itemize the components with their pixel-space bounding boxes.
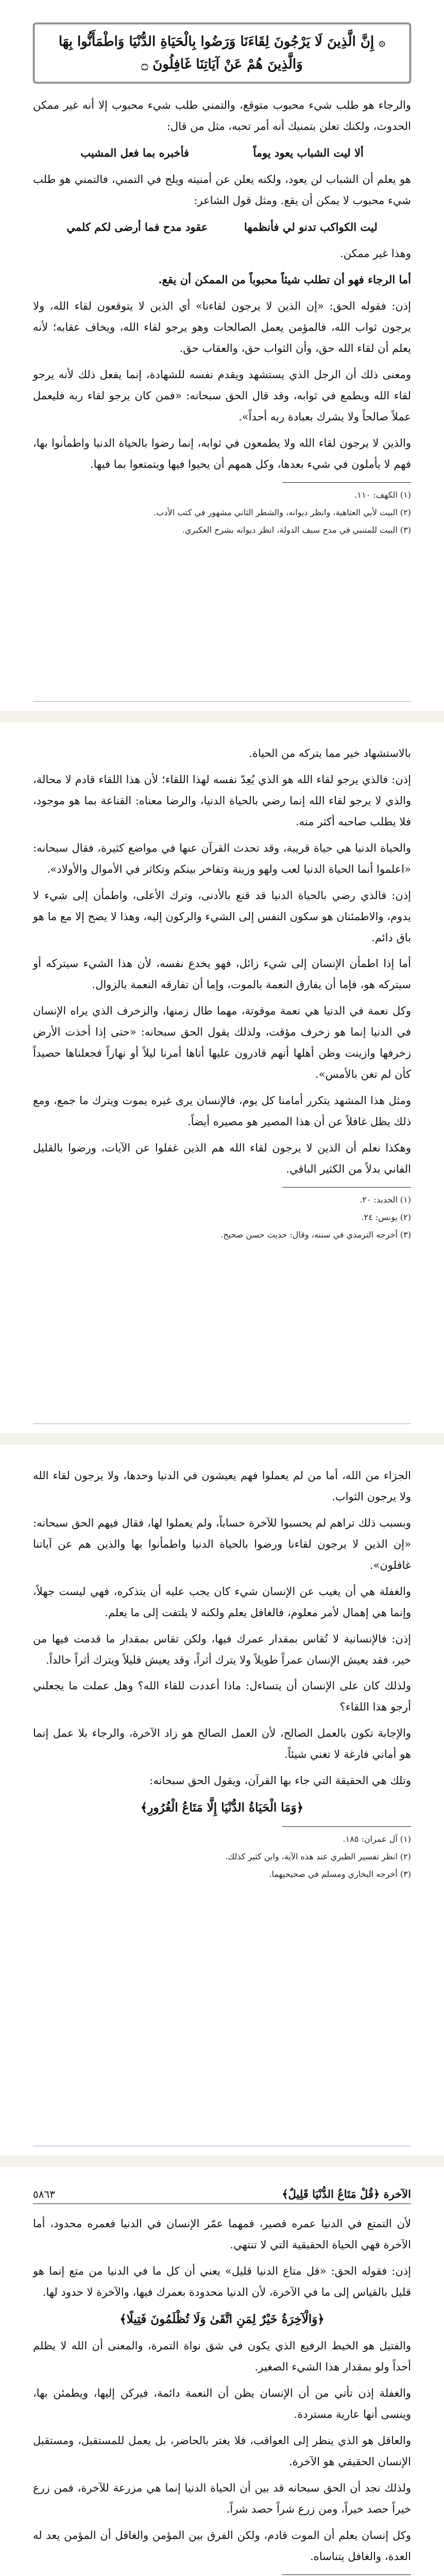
paragraph: بالاستشهاد خير مما يتركه من الحياة. — [249, 747, 411, 759]
footnote: (١) آل عمران: ١٨٥. — [343, 1834, 411, 1844]
page-3 — [0, 1445, 444, 2156]
footnote: (١) الحديد: ٢٠. — [360, 1194, 411, 1205]
paragraph: والرجاء هو طلب شيء محبوب متوقع، والتمني طلب شيء محبوب إلا أنه غير ممكن الحدوث، ولكنك تعلن بتمنيك أنه أمر تحبه، مثل من قال: — [33, 99, 411, 133]
page-header-title: الآخرة ﴿قُلْ مَتَاعُ الدُّنْيَا قَلِيلٌ﴾ — [282, 2188, 411, 2200]
paragraph: والغفلة هي أن يغيب عن الإنسان شيء كان يجب عليه أن يتذكره، فهي ليست جهلاً، وإنما هي إهمال لأمر معلوم، فالغافل يعلم ولكنه لا يلتفت إلى ما يعلم. — [33, 1585, 411, 1619]
paragraph: إذن: فالذي رضي بالحياة الدنيا قد قنع بالأدنى، وترك الأعلى، واطمأن إلى شيء لا يدوم، والاطمئنان هو سكون النفس إلى الشيء والركون إليه، وهذا لا يصح إلا مع ما هو باق دائم. — [33, 889, 411, 944]
paragraph: وهكذا نعلم أن الذين لا يرجون لقاء الله هم الذين غفلوا عن الآيات، ورضوا بالقليل الفاني بدلاً من الكثير الباقي. — [33, 1141, 411, 1175]
paragraph: والحياة الدنيا هي حياة قريبة، وقد تحدث القرآن عنها في مواضع كثيرة، فقال سبحانه: «اعلموا أنما الحياة الدنيا لعب ولهو وزينة وتفاخر بينكم وتكاثر في الأموال والأولاد». — [33, 841, 411, 875]
page-bottom-rule — [33, 701, 411, 702]
quran-verse: ﴿وَالْآخِرَةُ خَيْرٌ لِمَنِ اتَّقَىٰ وَلَا تُظْلَمُونَ فَتِيلًا﴾ — [119, 2312, 325, 2326]
quran-verse: ﴿وَمَا الْحَيَاةُ الدُّنْيَا إِلَّا مَتَاعُ الْغُرُورِ﴾ — [140, 1801, 304, 1815]
poem-hemistich: عقود مدح فما أرضى لكم كلمي — [66, 221, 208, 234]
footnote: (٢) يونس: ٢٤. — [361, 1212, 411, 1222]
paragraph: ومعنى ذلك أن الرجل الذي يستشهد ويقدم نفسه للشهادة، إنما يفعل ذلك لأنه يرجو لقاء الله ويطمع في ثوابه، وقد قال الحق سبحانه: «فمن كان يرجو لقاء ربه فليعمل عملاً صالحاً ولا يشرك بعبادة ربه أحداً». — [33, 368, 411, 423]
page-number: ٥٨٦٣ — [33, 2188, 55, 2200]
paragraph: وكل نعمة في الدنيا هي نعمة موقوتة، مهما طال زمنها، والزخرف الذي يراه الإنسان في الدنيا إنما هو زخرف مؤقت، ولذلك يقول الحق سبحانه: «حتى إذا أخذت الأرض زخرفها وازينت وظن أهلها أنهم قادرون عليها أتاها أمرنا ليلاً أو نهاراً فجعلناها حصيداً كأن لم تغن بالأمس». — [33, 1005, 411, 1081]
footnote: (٣) البيت للمتنبي في مدح سيف الدولة، انظر ديوانه بشرح العكبري. — [182, 524, 411, 535]
poem-hemistich: فأخبره بما فعل المشيب — [80, 146, 190, 160]
footnote: (٣) أخرجه البخاري ومسلم في صحيحيهما. — [269, 1869, 411, 1879]
footnote-separator — [282, 2574, 411, 2575]
paragraph: إذن: فالذي يرجو لقاء الله هو الذي يُعِدّ نفسه لهذا اللقاء؛ لأن هذا اللقاء قادم لا محالة، والذي لا يرجو لقاء الله إنما رضي بالحياة الدنيا، والرضا معناه: القناعة بما هو موجود، فلا يطلب صاحبه أكثر منه. — [33, 773, 411, 828]
paragraph: ومثل هذا المشهد يتكرر أمامنا كل يوم، فالإنسان يرى غيره يموت ويترك ما جمع، ومع ذلك يظل غافلاً عن أن هذا المصير هو مصيره أيضاً. — [33, 1094, 411, 1128]
footnote-separator — [282, 482, 411, 483]
paragraph: الجزاء من الله، أما من لم يعملوا فهم يعيشون في الدنيا وحدها، ولا يرجون لقاء الله ولا يرجون الثواب. — [33, 1469, 411, 1503]
poem-verse — [48, 142, 396, 164]
paragraph: ولذلك نجد أن الحق سبحانه قد بين أن الحياة الدنيا إنما هي مزرعة للآخرة، فمن زرع خيراً حصد خيراً، ومن زرع شراً حصد شراً. — [33, 2482, 411, 2515]
poem-verse — [48, 216, 396, 238]
footnote: (٢) انظر تفسير الطبري عند هذه الآية، وابن كثير كذلك. — [225, 1851, 411, 1861]
paragraph: لأن التمتع في الدنيا عمره قصير، فمهما عمّر الإنسان في الدنيا فعمره محدود، أما الآخرة فهي الحياة الحقيقية التي لا تنتهي. — [33, 2217, 411, 2251]
paragraph: وكل إنسان يعلم أن الموت قادم، ولكن الفرق بين المؤمن والغافل أن المؤمن يعد له العدة، والغافل يتناساه. — [33, 2529, 411, 2563]
paragraph: إذن: فقوله الحق: «قل متاع الدنيا قليل» يعني أن كل ما في الدنيا من متع إنما هو قليل بالقياس إلى ما في الآخرة، لأن الدنيا محدودة بعمرك فيها، والآخرة لا حدود لها. — [33, 2264, 411, 2298]
paragraph: وهذا غير ممكن. — [340, 247, 411, 260]
paragraph: إذن: فقوله الحق: «إن الذين لا يرجون لقاءنا» أي الذين لا يتوقعون لقاء الله، ولا يرجون ثواب الله، فالمؤمن يعمل الصالحات وهو يرجو لقاء الله، ويخاف عقابه؛ لأنه يعلم أن لقاء الله حق، وأن الثواب حق، والعقاب حق. — [33, 300, 411, 354]
page-1 — [0, 0, 444, 711]
page-4 — [0, 2167, 444, 2576]
paragraph: والإجابة تكون بالعمل الصالح، لأن العمل الصالح هو زاد الآخرة، والرجاء بلا عمل إنما هو أماني فارغة لا تغني شيئاً. — [33, 1727, 411, 1761]
footnote-separator — [282, 1187, 411, 1188]
page-header — [33, 2188, 411, 2204]
footnote: (٣) أخرجه الترمذي في سننه، وقال: حديث حسن صحيح. — [220, 1229, 411, 1240]
paragraph: وبسبب ذلك تراهم لم يحسبوا للآخرة حساباً، ولم يعملوا لها، فقال فيهم الحق سبحانه: «إن الذين لا يرجون لقاءنا ورضوا بالحياة الدنيا واطمأنوا بها والذين هم عن آياتنا غافلون». — [33, 1516, 411, 1571]
page-bottom-rule — [33, 1423, 411, 1424]
paragraph: أما الرجاء فهو أن تطلب شيئاً محبوباً من الممكن أن يقع. — [158, 273, 411, 286]
paragraph: هو يعلم أن الشباب لن يعود، ولكنه يعلن عن أمنيته ويلح في التمني، فالتمني هو طلب شيء محبوب لا يمكن أن يقع. ومثل قول الشاعر: — [33, 173, 411, 207]
page-2 — [0, 722, 444, 1433]
paragraph: إذن: فالإنسانية لا تُقاس بمقدار عمرك فيها، ولكن تقاس بمقدار ما قدمت فيها من خير، فقد يعيش الإنسان عمراً طويلاً ولا يترك أثراً، وقد يعيش قليلاً ويترك أثراً خالداً. — [33, 1632, 411, 1666]
paragraph: والذين لا يرجون لقاء الله ولا يطمعون في ثوابه، إنما رضوا بالحياة الدنيا واطمأنوا بها، فهم لا يأملون في شيء بعدها، وكل همهم أن يحيوا فيها ويتمتعوا بما فيها. — [33, 436, 411, 470]
poem-hemistich: ألا ليت الشباب يعود يوماً — [253, 146, 364, 160]
footnote-separator — [282, 1826, 411, 1827]
ornament-icon: ۞ — [379, 36, 386, 49]
poem-hemistich: ليت الكواكب تدنو لي فأنظمها — [244, 221, 378, 234]
paragraph: أما إذا اطمأن الإنسان إلى شيء زائل، فهو يخدع نفسه، لأن هذا الشيء سيتركه أو سيتركه هو، فإما أن يفارق النعمة بالموت، وإما أن تفارقه النعمة بالزوال. — [33, 957, 411, 991]
paragraph: والعاقل هو الذي ينظر إلى العواقب، فلا يغتر بالحاضر، بل يعمل للمستقبل، ومستقبل الإنسان الحقيقي هو الآخرة. — [33, 2434, 411, 2468]
footnote: (٢) البيت لأبي العتاهية، وانظر ديوانه، والشطر الثاني مشهور في كتب الأدب. — [153, 507, 411, 517]
paragraph: والغفلة إذن تأتي من أن الإنسان يظن أن النعمة دائمة، فيركن إليها، ويطمئن بها، وينسى أنها عارية مستردة. — [33, 2387, 411, 2421]
verse-banner-text: إِنَّ الَّذِينَ لَا يَرْجُونَ لِقَاءَنَا وَرَضُوا بِالْحَيَاةِ الدُّنْيَا وَاطْمَأَنُّوا بِهَا وَالَّذِينَ هُمْ عَنْ آيَاتِنَا غَافِلُونَ — [58, 34, 374, 73]
footnote: (١) الكهف: ١١٠. — [354, 489, 411, 500]
verse-banner — [33, 23, 411, 83]
ayah-number-icon: ۝ — [141, 58, 148, 72]
paragraph: والفتيل هو الخيط الرفيع الذي يكون في شق نواة التمرة، والمعنى أن الله لا يظلم أحداً ولو بمقدار هذا الشيء الصغير. — [33, 2340, 411, 2374]
paragraph: وتلك هي الحقيقة التي جاء بها القرآن، ويقول الحق سبحانه: — [149, 1774, 411, 1787]
paragraph: ولذلك كان على الإنسان أن يتساءل: ماذا أعددت للقاء الله؟ وهل عملت ما يجعلني أرجو هذا اللقاء؟ — [33, 1680, 411, 1714]
